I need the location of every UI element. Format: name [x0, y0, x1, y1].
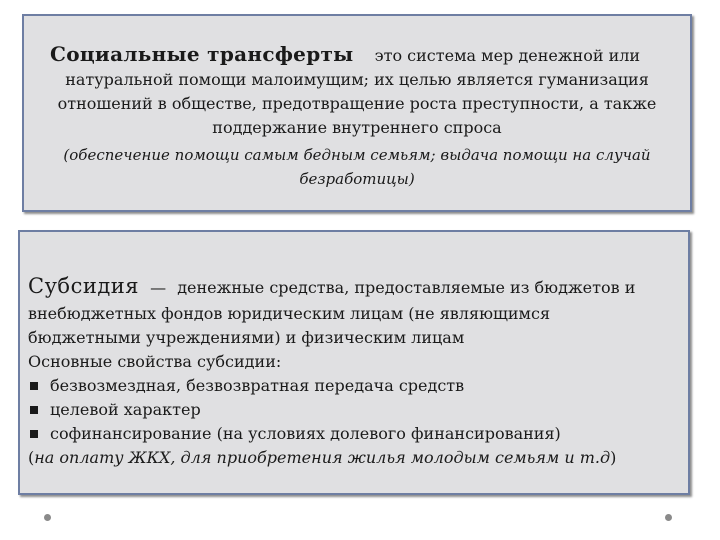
social-transfers-term: Социальные трансферты	[50, 42, 354, 66]
example-line-2: безработицы)	[299, 170, 415, 188]
properties-heading: Основные свойства субсидии:	[28, 352, 282, 371]
subsidy-box	[18, 230, 690, 495]
bullet-text: софинансирование (на условиях долевого финансирования)	[50, 424, 561, 443]
subsidy-example-text: на оплату ЖКХ, для приобретения жилья молодым семьям и т.д	[34, 448, 611, 467]
slide-corner-dot-icon	[665, 514, 672, 521]
definition-line-2: натуральной помощи малоимущим; их целью является гуманизация	[65, 70, 649, 89]
bullet-text: целевой характер	[50, 400, 201, 419]
definition-line-3: отношений в обществе, предотвращение роста преступности, а также	[57, 94, 657, 113]
subsidy-line-1	[28, 274, 635, 298]
bullet-item	[28, 376, 464, 395]
bullet-item	[28, 400, 201, 419]
social-transfers-box	[22, 14, 692, 212]
square-bullet-icon	[30, 406, 38, 414]
social-transfers-definition-start: это система мер денежной или	[374, 46, 641, 65]
subsidy-line-3: бюджетными учреждениями) и физическим лицам	[28, 328, 465, 347]
subsidy-dash: —	[150, 278, 167, 297]
subsidy-term: Субсидия	[28, 274, 139, 298]
definition-line-1	[50, 42, 640, 66]
definition-line-4: поддержание внутреннего спроса	[212, 118, 502, 137]
subsidy-line-2: внебюджетных фондов юридическим лицам (не являющимся	[28, 304, 551, 323]
subsidy-definition-start: денежные средства, предоставляемые из бюджетов и	[177, 278, 636, 297]
slide-corner-dot-icon	[44, 514, 51, 521]
example-close-paren: )	[610, 448, 617, 467]
example-line-1: (обеспечение помощи самым бедным семьям; выдача помощи на случай	[63, 146, 651, 164]
bullet-item	[28, 424, 561, 443]
square-bullet-icon	[30, 430, 38, 438]
square-bullet-icon	[30, 382, 38, 390]
example-open-paren: (	[28, 448, 35, 467]
bullet-text: безвозмездная, безвозвратная передача средств	[50, 376, 465, 395]
subsidy-example	[28, 448, 616, 467]
